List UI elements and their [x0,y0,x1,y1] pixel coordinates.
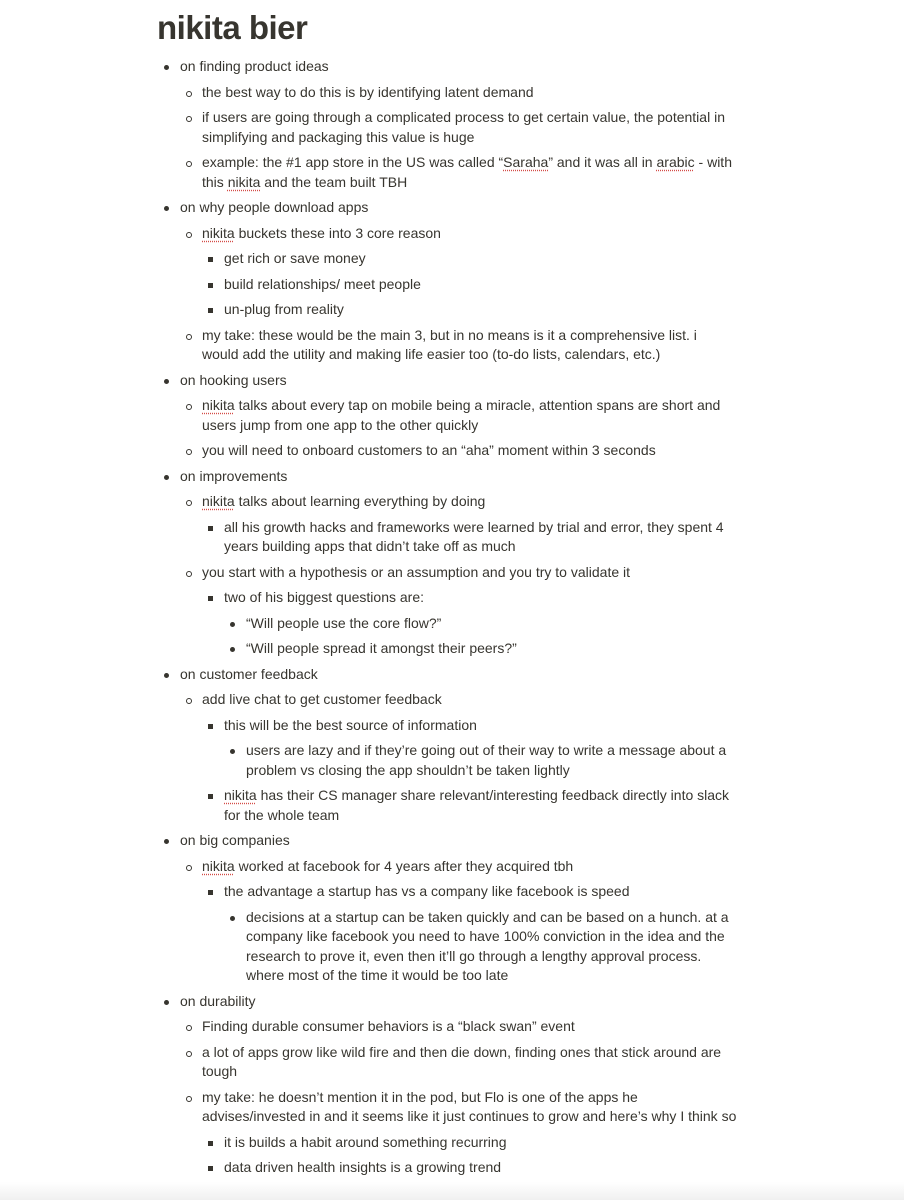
item-text[interactable]: Finding durable consumer behaviors is a “black swan” event [202,1018,575,1034]
bullet-square-icon [208,724,213,729]
item-text[interactable]: if users are going through a complicated process to get certain value, the potential in simplifying and packaging this value is huge [202,109,725,145]
list-item [201,1155,737,1181]
item-text[interactable]: decisions at a startup can be taken quickly and can be based on a hunch. at a company like facebook you need to have 100% conviction in the idea and the research to prove it, even then it’ll go through a lengthy approval process. where most of the time it would be too late [246,908,729,983]
list-item [201,272,737,298]
section-heading[interactable]: on hooking users [180,371,287,388]
spellcheck-word: nikita [202,397,235,413]
bullet-disc-icon [164,475,169,480]
item-text[interactable]: the best way to do this is by identifying latent demand [202,83,534,100]
bullet-square-icon [208,308,213,313]
bullet-circle-icon [186,1051,192,1057]
list-item [223,611,737,637]
list-item [179,854,737,989]
list-item [223,636,737,662]
item-text[interactable]: un-plug from reality [224,301,344,317]
item-text[interactable]: “Will people use the core flow?” [246,614,442,631]
bullet-circle-icon [186,404,192,410]
list-item [201,515,737,560]
item-text[interactable] [202,397,720,433]
item-text[interactable]: build relationships/ meet people [224,275,421,292]
spellcheck-word: nikita [202,493,235,509]
list-item [201,1130,737,1156]
bullet-disc-icon [164,65,169,70]
item-text[interactable] [202,493,485,509]
list-item [201,246,737,272]
spellcheck-word: Saraha [503,154,549,170]
spellcheck-word: arabic [656,154,695,170]
item-text[interactable] [202,225,441,241]
document-page [157,6,737,1181]
bullet-circle-icon [186,865,192,871]
list-item [179,438,737,464]
text-segment: - with this [202,154,732,190]
text-segment: example: the #1 app store in the US was called “ [202,154,504,170]
item-text[interactable]: all his growth hacks and frameworks were learned by trial and error, they spent 4 years building apps that didn’t take off as much [224,518,724,554]
bullet-circle-icon [186,161,192,167]
bottom-fade [0,1182,904,1200]
section-durability [157,989,737,1181]
list-item [179,1085,737,1181]
spellcheck-word: nikita [227,173,261,190]
bullet-square-icon [208,526,213,531]
list-item [179,323,737,368]
item-text[interactable]: two of his biggest questions are: [224,589,425,605]
list-item [179,560,737,662]
item-text[interactable]: my take: these would be the main 3, but in no means is it a comprehensive list. i would add the utility and making life easier too (to-do lists, calendars, etc.) [202,326,697,362]
text-segment: ” and it was all in [548,154,657,170]
list-item [201,297,737,323]
text-segment: buckets these into 3 core reason [234,224,441,241]
bullet-circle-icon [186,449,192,455]
list-item [179,1014,737,1040]
list-item [179,1040,737,1085]
section-improvements [157,464,737,662]
text-segment: has their CS manager share relevant/interesting feedback directly into slack for the whole team [224,787,730,823]
list-item [179,105,737,150]
list-item [201,585,737,662]
bullet-circle-icon [186,116,192,122]
item-text[interactable] [202,154,732,190]
spellcheck-word: nikita [202,857,235,874]
section-heading[interactable]: on finding product ideas [180,58,329,74]
bullet-disc-icon [230,622,235,627]
item-text[interactable]: this will be the best source of information [224,716,477,733]
bullet-circle-icon [186,334,192,340]
item-text[interactable]: my take: he doesn’t mention it in the pod, but Flo is one of the apps he advises/invested in and it seems like it just continues to grow and here’s why I think so [202,1088,737,1124]
spellcheck-word: nikita [224,787,257,803]
list-item [201,879,737,989]
bullet-circle-icon [186,698,192,704]
bullet-circle-icon [186,500,192,506]
notes-list [157,54,737,1181]
list-item [223,905,737,989]
text-segment: talks about every tap on mobile being a miracle, attention spans are short and users jump from one app to the other quickly [202,397,721,433]
item-text[interactable]: users are lazy and if they’re going out of their way to write a message about a problem vs closing the app shouldn’t be taken lightly [246,742,727,778]
item-text[interactable]: “Will people spread it amongst their peers?” [246,640,517,656]
bullet-disc-icon [164,673,169,678]
section-heading[interactable]: on durability [180,992,256,1009]
section-heading[interactable]: on why people download apps [180,199,369,215]
section-hooking-users [157,368,737,464]
section-heading[interactable]: on big companies [180,832,290,848]
item-text[interactable]: the advantage a startup has vs a company like facebook is speed [224,883,630,899]
bullet-disc-icon [230,647,235,652]
bullet-circle-icon [186,571,192,577]
item-text[interactable]: it is builds a habit around something recurring [224,1133,507,1150]
item-text[interactable]: get rich or save money [224,250,366,266]
bullet-disc-icon [164,206,169,211]
spellcheck-word: nikita [202,224,235,241]
list-item [179,687,737,828]
list-item [201,783,737,828]
bullet-disc-icon [230,749,235,754]
item-text[interactable]: you start with a hypothesis or an assumption and you try to validate it [202,563,631,580]
bullet-square-icon [208,794,213,799]
bullet-circle-icon [186,232,192,238]
item-text[interactable] [224,787,729,823]
item-text[interactable] [202,858,573,874]
list-item [223,738,737,783]
list-item [179,489,737,560]
list-item [179,150,737,195]
item-text[interactable]: a lot of apps grow like wild fire and then die down, finding ones that stick around are tough [202,1043,722,1079]
list-item [201,713,737,784]
section-customer-feedback [157,662,737,829]
section-why-people-download-apps [157,195,737,368]
item-text[interactable]: you will need to onboard customers to an “aha” moment within 3 seconds [202,442,656,458]
bullet-circle-icon [186,1025,192,1031]
bullet-square-icon [208,596,213,601]
bullet-disc-icon [164,379,169,384]
bullet-square-icon [208,257,213,262]
bullet-square-icon [208,283,213,288]
section-big-companies [157,828,737,989]
bullet-disc-icon [230,916,235,921]
bullet-square-icon [208,890,213,895]
list-item [179,80,737,106]
text-segment: worked at facebook for 4 years after they acquired tbh [234,857,574,874]
text-segment: and the team built TBH [260,173,408,190]
bullet-circle-icon [186,1096,192,1102]
bullet-disc-icon [164,1000,169,1005]
section-heading[interactable]: on customer feedback [180,665,318,682]
section-finding-product-ideas [157,54,737,195]
item-text[interactable]: add live chat to get customer feedback [202,691,442,707]
page-title: nikita bier [157,9,308,46]
bullet-square-icon [208,1141,213,1146]
text-segment: talks about learning everything by doing [234,493,486,509]
bullet-circle-icon [186,91,192,97]
bullet-square-icon [208,1166,213,1171]
list-item [179,393,737,438]
bullet-disc-icon [164,839,169,844]
section-heading[interactable]: on improvements [180,467,288,484]
list-item [179,221,737,323]
item-text[interactable]: data driven health insights is a growing trend [224,1159,502,1175]
